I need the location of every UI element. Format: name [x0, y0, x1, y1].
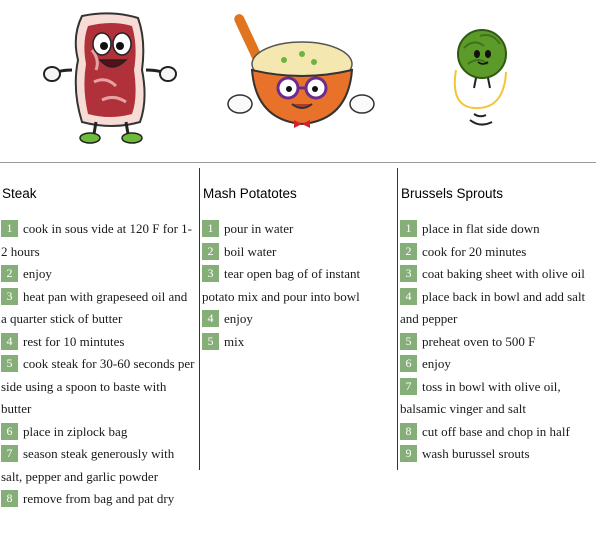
step-number-badge: 2	[202, 243, 219, 260]
step-item	[0, 263, 198, 286]
step-text: place in flat side down	[422, 221, 540, 236]
step-number-badge: 5	[1, 355, 18, 372]
step-item	[201, 331, 397, 354]
step-list	[201, 218, 397, 353]
step-item	[0, 353, 198, 421]
step-text: place back in bowl and add salt and pepper	[400, 288, 586, 326]
step-text: preheat oven to 500 F	[422, 333, 536, 349]
steak-mascot-icon	[42, 10, 182, 150]
step-item	[399, 241, 597, 264]
step-number-badge: 7	[1, 445, 18, 462]
step-list	[0, 218, 198, 511]
step-number-badge: 8	[1, 490, 18, 507]
step-item	[0, 331, 198, 354]
step-item	[201, 263, 397, 308]
step-text: pour in water	[224, 221, 294, 236]
step-text: enjoy	[422, 356, 451, 371]
step-item	[399, 421, 597, 444]
step-text: cook steak for 30-60 seconds per side using a spoon to baste with butter	[1, 356, 195, 416]
step-number-badge: 2	[1, 265, 18, 282]
step-item	[399, 353, 597, 376]
step-item	[201, 218, 397, 241]
step-number-badge: 6	[400, 355, 417, 372]
step-text: place in ziplock bag	[23, 423, 128, 439]
step-item	[399, 218, 597, 241]
recipe-column-steak	[0, 168, 198, 506]
step-item	[399, 376, 597, 421]
step-text: tear open bag of of instant potato mix and pour into bowl	[202, 266, 361, 304]
step-number-badge: 8	[400, 423, 417, 440]
step-text: enjoy	[224, 311, 253, 326]
mashed-potato-bowl-mascot-icon	[222, 12, 377, 137]
step-text: boil water	[224, 243, 277, 259]
step-item	[399, 286, 597, 331]
brussels-sprout-mascot-icon	[444, 20, 524, 130]
recipe-title: Brussels Sprouts	[401, 186, 504, 201]
step-text: rest for 10 mintutes	[23, 333, 125, 349]
recipe-column-mash-potatoes	[199, 168, 397, 470]
step-item	[201, 241, 397, 264]
step-text: cut off base and chop in half	[422, 423, 570, 439]
mascot-banner	[0, 0, 600, 160]
step-item	[399, 443, 597, 466]
step-item	[0, 443, 198, 488]
step-text: heat pan with grapeseed oil and a quarter stick of butter	[1, 288, 188, 326]
step-text: enjoy	[23, 266, 52, 281]
step-number-badge: 4	[1, 333, 18, 350]
step-number-badge: 5	[202, 333, 219, 350]
step-number-badge: 1	[1, 220, 18, 237]
step-text: cook in sous vide at 120 F for 1-2 hours	[1, 221, 192, 259]
step-list	[399, 218, 597, 466]
recipe-title: Steak	[2, 186, 37, 201]
step-number-badge: 3	[202, 265, 219, 282]
step-number-badge: 7	[400, 378, 417, 395]
recipe-column-brussels-sprouts	[397, 168, 597, 470]
step-number-badge: 9	[400, 445, 417, 462]
step-number-badge: 4	[202, 310, 219, 327]
step-text: season steak generously with salt, pepper and garlic powder	[1, 446, 175, 484]
step-number-badge: 6	[1, 423, 18, 440]
recipe-title: Mash Potatotes	[203, 186, 297, 201]
step-item	[399, 263, 597, 286]
step-text: coat baking sheet with olive oil	[422, 266, 585, 281]
step-item	[0, 421, 198, 444]
step-number-badge: 3	[1, 288, 18, 305]
step-number-badge: 3	[400, 265, 417, 282]
step-item	[0, 286, 198, 331]
step-item	[0, 218, 198, 263]
step-number-badge: 4	[400, 288, 417, 305]
step-text: toss in bowl with olive oil, balsamic vinger and salt	[400, 378, 561, 416]
step-item	[0, 488, 198, 511]
step-number-badge: 1	[202, 220, 219, 237]
header-divider	[0, 162, 596, 163]
step-number-badge: 2	[400, 243, 417, 260]
step-text: remove from bag and pat dry	[23, 491, 175, 506]
step-item	[399, 331, 597, 354]
step-number-badge: 5	[400, 333, 417, 350]
step-item	[201, 308, 397, 331]
step-text: mix	[224, 333, 245, 349]
step-number-badge: 1	[400, 220, 417, 237]
step-text: cook for 20 minutes	[422, 243, 527, 259]
step-text: wash burussel srouts	[422, 446, 530, 461]
